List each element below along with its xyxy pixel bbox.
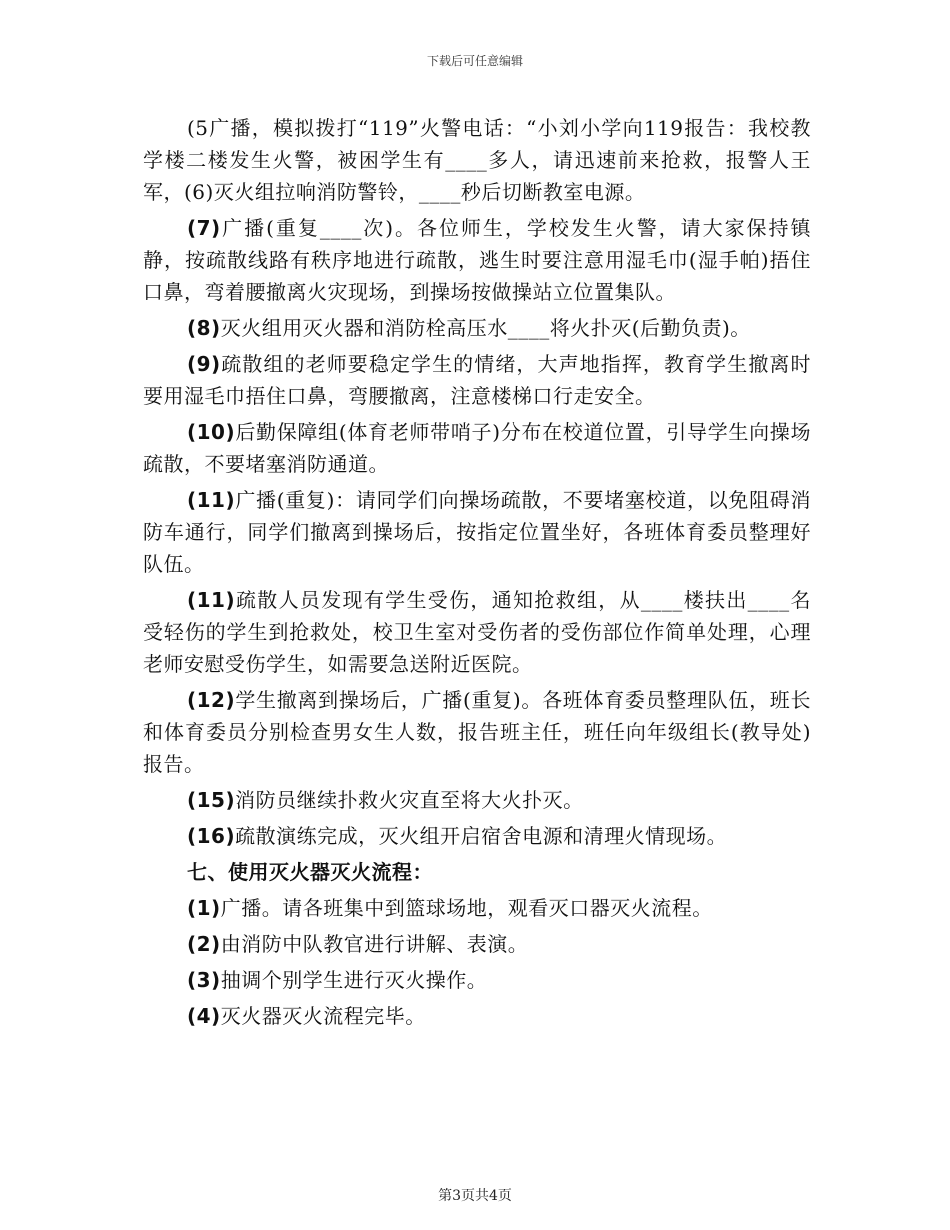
item-number: (9) bbox=[187, 352, 221, 376]
paragraph-16 bbox=[143, 820, 811, 852]
item-number: (10) bbox=[187, 420, 236, 444]
paragraph-text: 疏散演练完成，灭火组开启宿舍电源和清理火情现场。 bbox=[235, 824, 728, 848]
paragraph-7 bbox=[143, 212, 811, 308]
paragraph-5-6 bbox=[143, 112, 811, 208]
section-heading: 七、使用灭火器灭火流程： bbox=[187, 860, 433, 884]
item-number: (4) bbox=[187, 1004, 221, 1028]
paragraph-15 bbox=[143, 784, 811, 816]
section-item-1 bbox=[143, 892, 811, 924]
item-number: (7) bbox=[187, 216, 221, 240]
paragraph-8 bbox=[143, 312, 811, 344]
document-body bbox=[143, 112, 811, 1036]
paragraph-text: 灭火组用灭火器和消防栓高压水____将火扑灭(后勤负责)。 bbox=[220, 316, 751, 340]
paragraph-text: (5广播，模拟拨打“119”火警电话：“小刘小学向119报告：我校教学楼二楼发生火警，被困学生有____多人，请迅速前来抢救，报警人王军，(6)灭火组拉响消防警铃，____秒后切断教室电源。 bbox=[143, 116, 811, 204]
paragraph-text: 疏散人员发现有学生受伤，通知抢救组，从____楼扶出____名受轻伤的学生到抢救处，校卫生室对受伤者的受伤部位作简单处理，心理老师安慰受伤学生，如需要急送附近医院。 bbox=[143, 588, 811, 676]
section-item-3 bbox=[143, 964, 811, 996]
page-footer: 第3页共4页 bbox=[438, 1188, 512, 1204]
section-item-4 bbox=[143, 1000, 811, 1032]
item-number: (11) bbox=[187, 488, 236, 512]
paragraph-12 bbox=[143, 684, 811, 780]
item-text: 抽调个别学生进行灭火操作。 bbox=[220, 968, 488, 992]
item-number: (16) bbox=[187, 824, 236, 848]
item-number: (2) bbox=[187, 932, 221, 956]
paragraph-text: 消防员继续扑救火灾直至将大火扑灭。 bbox=[235, 788, 584, 812]
paragraph-text: 后勤保障组(体育老师带哨子)分布在校道位置，引导学生向操场疏散，不要堵塞消防通道。 bbox=[143, 420, 811, 476]
item-text: 由消防中队教官进行讲解、表演。 bbox=[220, 932, 529, 956]
item-number: (3) bbox=[187, 968, 221, 992]
item-number: (15) bbox=[187, 788, 236, 812]
paragraph-11b bbox=[143, 584, 811, 680]
item-number: (8) bbox=[187, 316, 221, 340]
paragraph-text: 广播(重复)：请同学们向操场疏散，不要堵塞校道，以免阻碍消防车通行，同学们撤离到操场后，按指定位置坐好，各班体育委员整理好队伍。 bbox=[143, 488, 811, 576]
page-header: 下载后可任意编辑 bbox=[426, 54, 523, 68]
item-text: 灭火器灭火流程完毕。 bbox=[220, 1004, 426, 1028]
paragraph-text: 广播(重复____次)。各位师生，学校发生火警，请大家保持镇静，按疏散线路有秩序地进行疏散，逃生时要注意用湿毛巾(湿手帕)捂住口鼻，弯着腰撤离火灾现场，到操场按做操站立位置集队。 bbox=[143, 216, 811, 304]
item-number: (1) bbox=[187, 896, 221, 920]
paragraph-10 bbox=[143, 416, 811, 480]
section-item-2 bbox=[143, 928, 811, 960]
paragraph-11a bbox=[143, 484, 811, 580]
item-number: (12) bbox=[187, 688, 236, 712]
paragraph-9 bbox=[143, 348, 811, 412]
paragraph-text: 疏散组的老师要稳定学生的情绪，大声地指挥，教育学生撤离时要用湿毛巾捂住口鼻，弯腰撤离，注意楼梯口行走安全。 bbox=[143, 352, 811, 408]
item-number: (11) bbox=[187, 588, 236, 612]
paragraph-text: 学生撤离到操场后，广播(重复)。各班体育委员整理队伍，班长和体育委员分别检查男女生人数，报告班主任，班任向年级组长(教导处)报告。 bbox=[143, 688, 811, 776]
item-text: 广播。请各班集中到篮球场地，观看灭口器灭火流程。 bbox=[220, 896, 713, 920]
